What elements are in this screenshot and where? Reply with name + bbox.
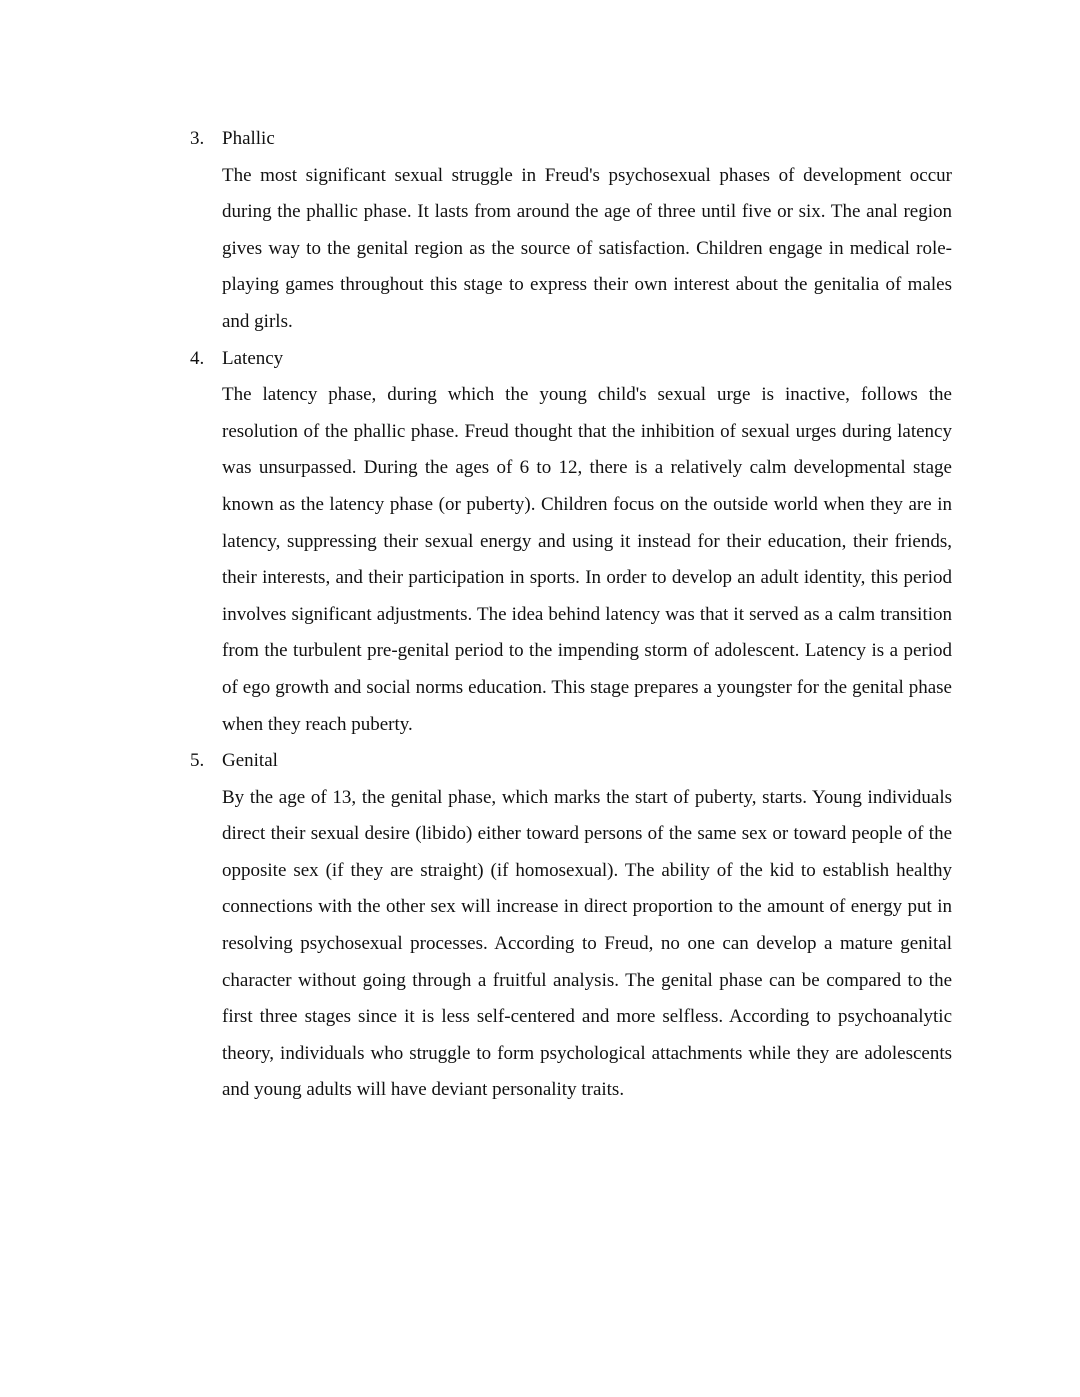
item-title: Latency xyxy=(222,347,284,369)
list-item-latency xyxy=(190,341,952,744)
item-heading xyxy=(190,121,952,158)
item-number: 4. xyxy=(190,347,205,369)
item-paragraph: The latency phase, during which the young child's sexual urge is inactive, follows the resolution of the phallic phase. Freud thought that the inhibition of sexual urges during latency was unsurpassed. During the ages of 6 to 12, there is a relatively calm developmental stage known as the latency phase (or puberty). Children focus on the outside world when they are in latency, suppressing their sexual energy and using it instead for their education, their friends, their interests, and their participation in sports. In order to develop an adult identity, this period involves significant adjustments. The idea behind latency was that it served as a calm transition from the turbulent pre-genital period to the impending storm of adolescent. Latency is a period of ego growth and social norms education. This stage prepares a youngster for the genital phase when they reach puberty. xyxy=(222,384,952,735)
item-number: 3. xyxy=(190,128,205,149)
list-item-genital xyxy=(190,743,952,1109)
item-number: 5. xyxy=(190,750,205,772)
item-title: Phallic xyxy=(222,128,275,149)
item-heading xyxy=(190,743,952,780)
item-heading xyxy=(190,341,952,378)
list-item-phallic xyxy=(190,121,952,341)
item-title: Genital xyxy=(222,750,278,772)
numbered-list xyxy=(190,121,952,1109)
item-paragraph: By the age of 13, the genital phase, which marks the start of puberty, starts. Young individuals direct their sexual desire (libido) either toward persons of the same sex or toward people of the opposite sex (if they are straight) (if homosexual). The ability of the kid to establish healthy connections with the other sex will increase in direct proportion to the amount of energy put in resolving psychosexual processes. According to Freud, no one can develop a mature genital character without going through a fruitful analysis. The genital phase can be compared to the first three stages since it is less self-centered and more selfless. According to psychoanalytic theory, individuals who struggle to form psychological attachments while they are adolescents and young adults will have deviant personality traits. xyxy=(222,786,952,1101)
item-paragraph: The most significant sexual struggle in Freud's psychosexual phases of development occur during the phallic phase. It lasts from around the age of three until five or six. The anal region gives way to the genital region as the source of satisfaction. Children engage in medical role-playing games throughout this stage to express their own interest about the genitalia of males and girls. xyxy=(222,164,952,332)
